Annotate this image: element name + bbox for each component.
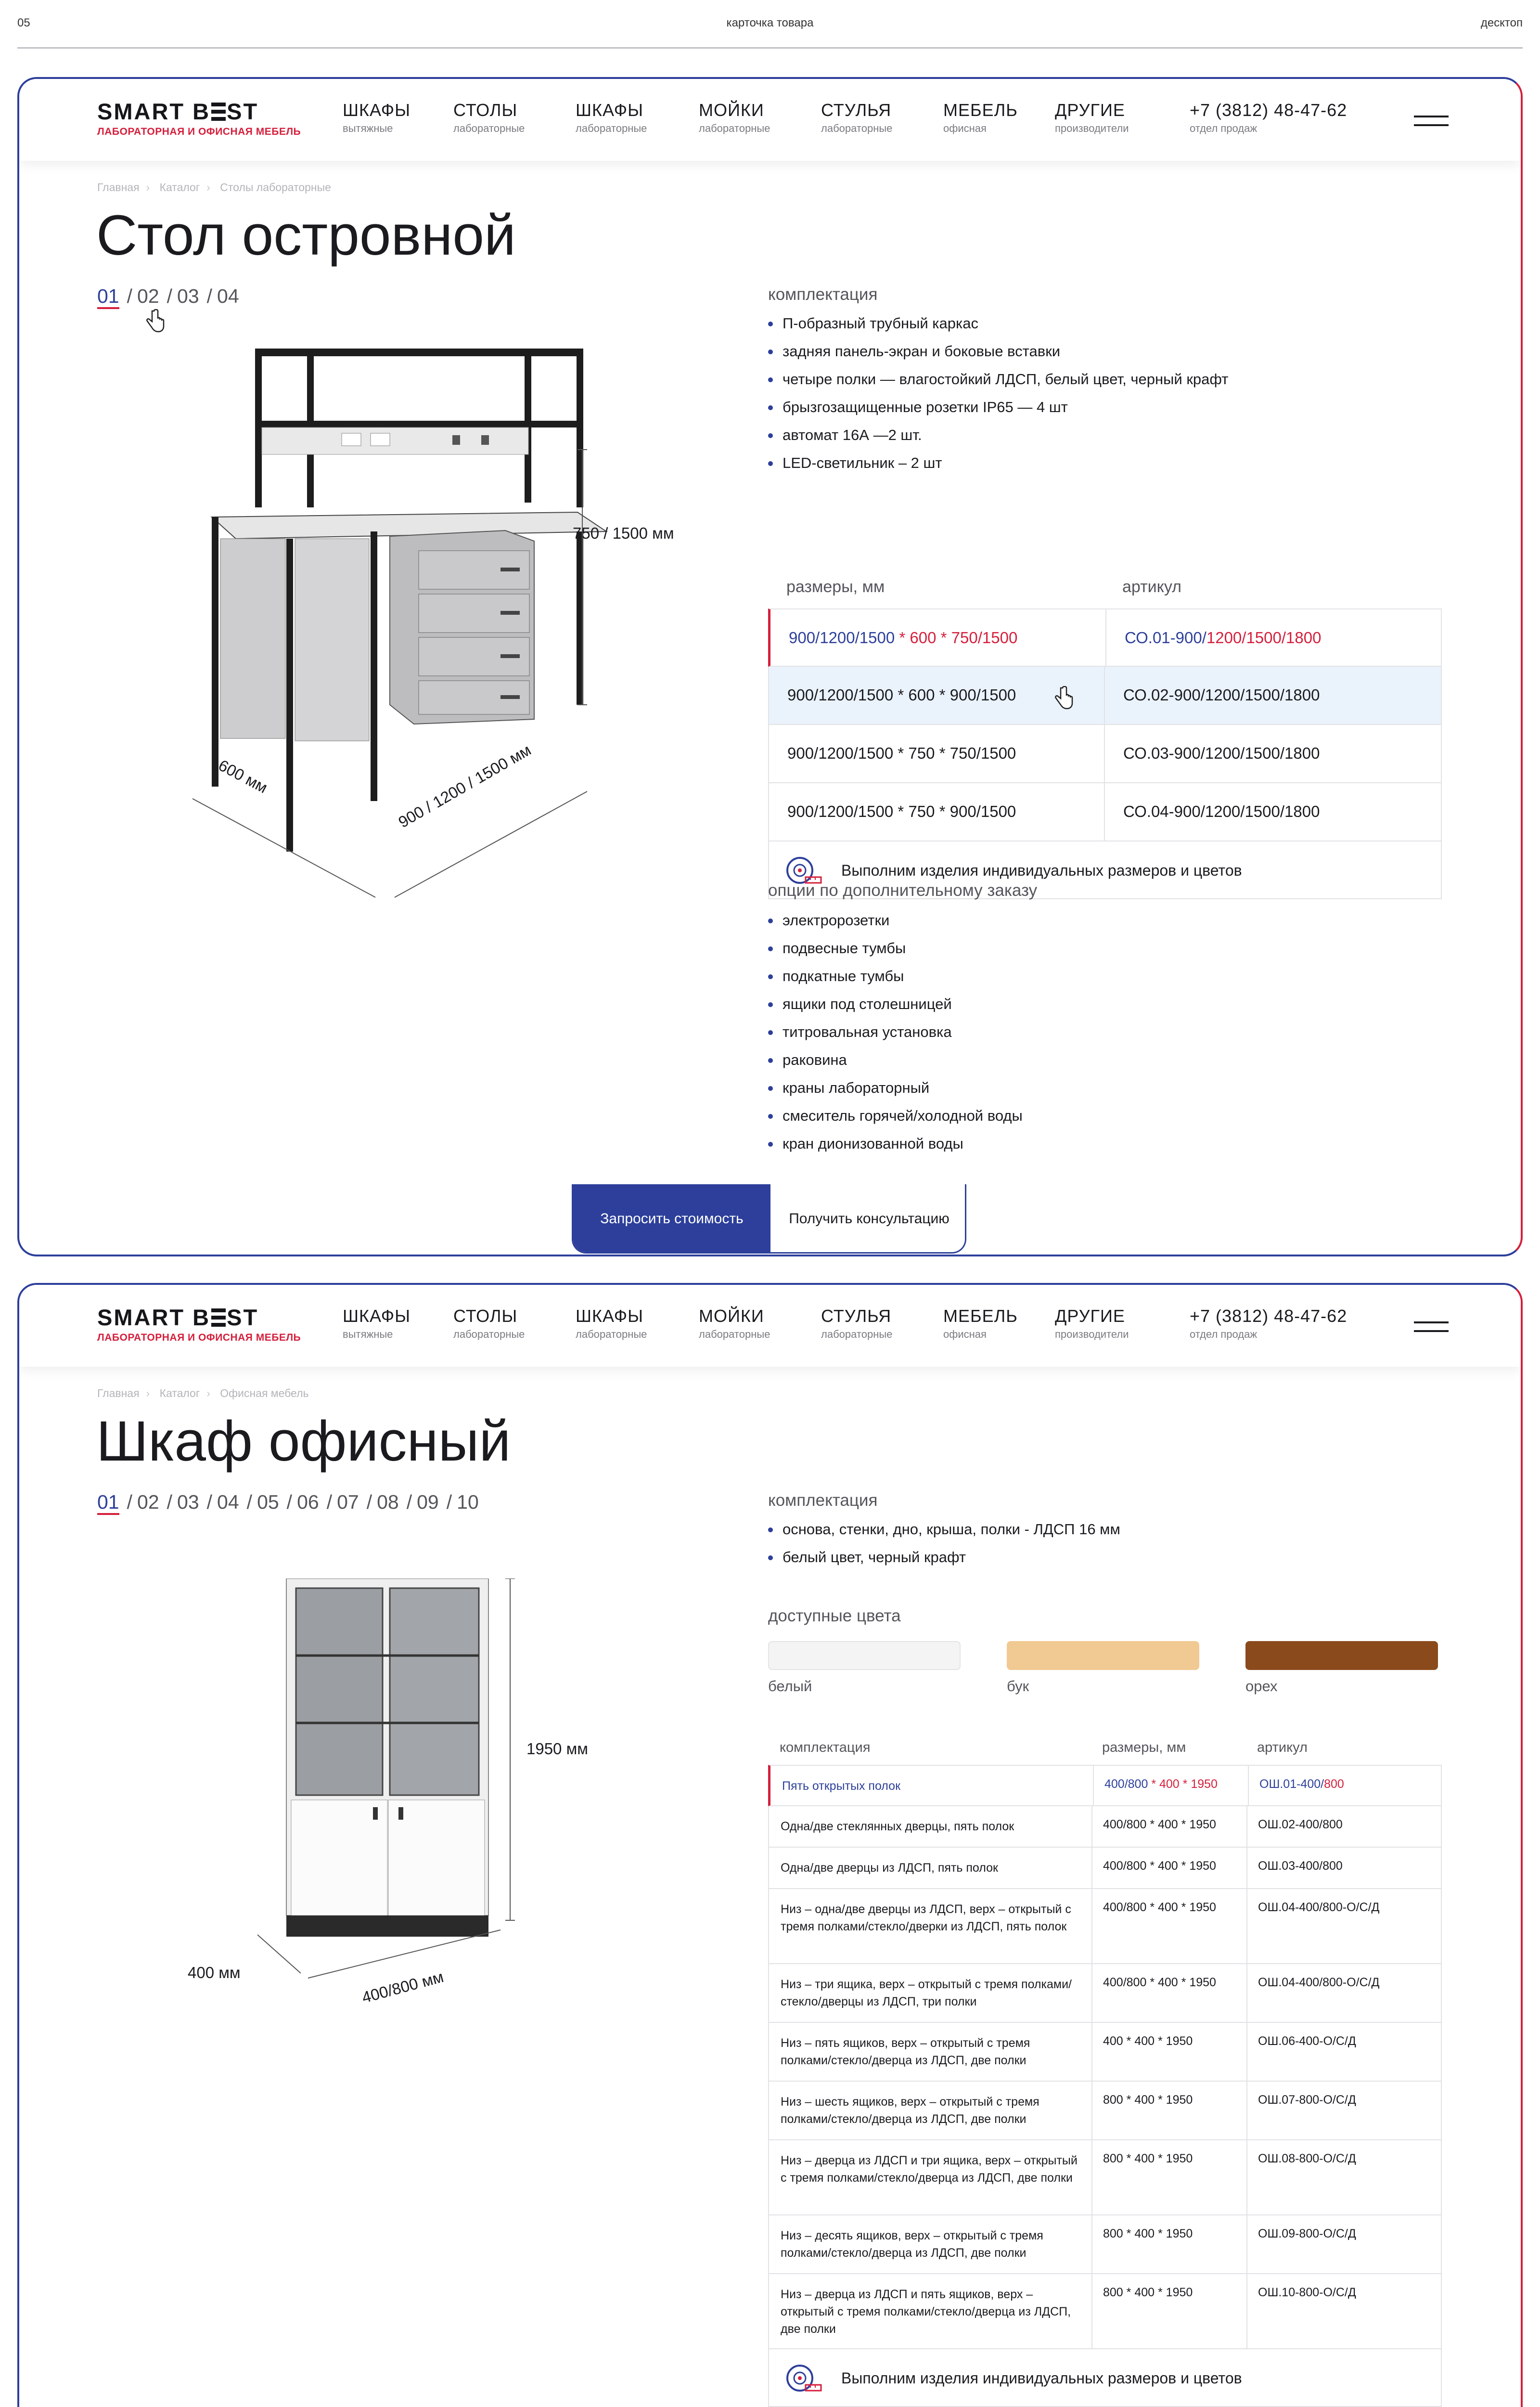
pager-item[interactable]: 07 bbox=[337, 1491, 359, 1513]
pager-item[interactable]: 08 bbox=[377, 1491, 399, 1513]
dim-width-label: 900 / 1200 / 1500 мм bbox=[395, 740, 534, 831]
table-row[interactable]: 900/1200/1500 * 600 * 750/1500 СО.01-900/1200/1500/1800 bbox=[768, 608, 1442, 667]
pager-item[interactable]: 04 bbox=[217, 1491, 239, 1513]
nav-item-office-furniture[interactable]: МЕБЕЛЬ офисная bbox=[943, 1306, 1018, 1340]
logo[interactable] bbox=[97, 1305, 301, 1344]
list-item: краны лабораторный bbox=[768, 1078, 1023, 1106]
site-header bbox=[19, 1285, 1521, 1367]
breadcrumb-current: Столы лабораторные bbox=[220, 181, 331, 194]
pager-item[interactable]: 03 bbox=[177, 285, 199, 307]
image-pager: 01 / 02 / 03 / 04 bbox=[97, 285, 242, 308]
site-header bbox=[19, 79, 1521, 161]
nav-item-lab-sinks[interactable]: МОЙКИ лабораторные bbox=[699, 1306, 770, 1340]
table-row[interactable]: Низ – дверца из ЛДСП и пять ящиков, верх – открытый с тремя полками/стекло/дверца из ЛДСП, две полки 800 * 400 * 1950 ОШ.10-800-О/С/Д bbox=[768, 2274, 1442, 2349]
list-item: брызгозащищенные розетки IP65 — 4 шт bbox=[768, 398, 1228, 426]
pager-item[interactable]: 01 bbox=[97, 1491, 119, 1515]
list-item: кран дионизованной воды bbox=[768, 1134, 1023, 1162]
chevron-right-icon: › bbox=[206, 1387, 210, 1399]
logo-text-b: ST bbox=[227, 99, 259, 124]
cta-bar bbox=[572, 1184, 966, 1254]
request-price-button[interactable]: Запросить стоимость bbox=[573, 1184, 770, 1254]
nav-item-office-furniture[interactable]: МЕБЕЛЬ офисная bbox=[943, 100, 1018, 134]
color-label-beech: бук bbox=[1007, 1678, 1029, 1695]
list-item: П-образный трубный каркас bbox=[768, 314, 1228, 342]
nav-item-lab-tables[interactable]: СТОЛЫ лабораторные bbox=[453, 1306, 525, 1340]
get-consultation-button[interactable]: Получить консультацию bbox=[789, 1211, 950, 1227]
hand-cursor-icon bbox=[145, 309, 165, 334]
nav-item-lab-tables[interactable]: СТОЛЫ лабораторные bbox=[453, 100, 525, 134]
table-row[interactable]: Низ – десять ящиков, верх – открытый с тремя полками/стекло/дверца из ЛДСП, две полки 800 * 400 * 1950 ОШ.09-800-О/С/Д bbox=[768, 2215, 1442, 2274]
list-item: основа, стенки, дно, крыша, полки - ЛДСП 16 мм bbox=[768, 1520, 1120, 1548]
breadcrumb-home[interactable]: Главная bbox=[97, 181, 140, 194]
equipment-label: комплектация bbox=[768, 285, 878, 304]
pager-item[interactable]: 02 bbox=[137, 1491, 159, 1513]
table-row[interactable]: 900/1200/1500 * 750 * 900/1500 СО.04-900/1200/1500/1800 bbox=[768, 783, 1442, 841]
color-swatch-walnut[interactable] bbox=[1245, 1641, 1438, 1670]
nav-item-fume-cabinets[interactable]: ШКАФЫ вытяжные bbox=[343, 100, 411, 134]
dim-height-label: 1950 мм bbox=[526, 1740, 588, 1758]
header-phone[interactable]: +7 (3812) 48-47-62 отдел продаж bbox=[1190, 100, 1348, 134]
product-card-table bbox=[17, 77, 1523, 1256]
logo-text-b: ST bbox=[227, 1305, 259, 1330]
list-item: подкатные тумбы bbox=[768, 967, 1023, 995]
breadcrumb bbox=[97, 1387, 316, 1400]
pager-item[interactable]: 09 bbox=[417, 1491, 439, 1513]
table-row[interactable]: Низ – шесть ящиков, верх – открытый с тремя полками/стекло/дверца из ЛДСП, две полки 800 * 400 * 1950 ОШ.07-800-О/С/Д bbox=[768, 2082, 1442, 2140]
tape-measure-icon bbox=[784, 855, 823, 885]
table-row[interactable]: Одна/две стеклянных дверцы, пять полок 400/800 * 400 * 1950 ОШ.02-400/800 bbox=[768, 1806, 1442, 1848]
dim-depth-label: 400 мм bbox=[188, 1964, 241, 1981]
chevron-right-icon: › bbox=[146, 181, 150, 194]
presentation-bar bbox=[17, 13, 1523, 49]
list-item: смеситель горячей/холодной воды bbox=[768, 1106, 1023, 1134]
table-row[interactable]: Низ – три ящика, верх – открытый с тремя полками/стекло/дверцы из ЛДСП, три полки 400/800 * 400 * 1950 ОШ.04-400/800-О/С/Д bbox=[768, 1964, 1442, 2023]
nav-item-other-brands[interactable]: ДРУГИЕ производители bbox=[1055, 100, 1129, 134]
equipment-list bbox=[768, 1520, 1120, 1576]
breadcrumb-home[interactable]: Главная bbox=[97, 1387, 140, 1399]
page-title: Шкаф офисный bbox=[96, 1410, 511, 1473]
list-item: белый цвет, черный крафт bbox=[768, 1548, 1120, 1576]
custom-order-note: Выполним изделия индивидуальных размеров и цветов bbox=[768, 841, 1442, 899]
pager-item[interactable]: 06 bbox=[297, 1491, 319, 1513]
logo-e-mark bbox=[211, 1308, 226, 1327]
table-row[interactable]: 900/1200/1500 * 750 * 750/1500 СО.03-900/1200/1500/1800 bbox=[768, 725, 1442, 783]
dim-depth-label: 600 мм bbox=[215, 756, 271, 797]
slide-view: десктоп bbox=[1480, 16, 1523, 29]
logo-text-a: SMART B bbox=[97, 1305, 211, 1330]
breadcrumb-current: Офисная мебель bbox=[220, 1387, 309, 1399]
sizes-table bbox=[768, 560, 1442, 899]
breadcrumb-catalog[interactable]: Каталог bbox=[159, 181, 200, 194]
list-item: раковина bbox=[768, 1050, 1023, 1078]
equipment-list bbox=[768, 314, 1228, 481]
nav-item-lab-chairs[interactable]: СТУЛЬЯ лабораторные bbox=[821, 100, 893, 134]
logo[interactable] bbox=[97, 99, 301, 138]
list-item: электророзетки bbox=[768, 911, 1023, 939]
dim-height-label: 750 / 1500 мм bbox=[573, 524, 674, 542]
breadcrumb-catalog[interactable]: Каталог bbox=[159, 1387, 200, 1399]
pager-item[interactable]: 05 bbox=[257, 1491, 279, 1513]
list-item: ящики под столешницей bbox=[768, 995, 1023, 1022]
color-swatch-beech[interactable] bbox=[1007, 1641, 1199, 1670]
table-header bbox=[768, 560, 1442, 608]
column-header-config: комплектация bbox=[780, 1740, 871, 1755]
table-row[interactable]: Одна/две дверцы из ЛДСП, пять полок 400/800 * 400 * 1950 ОШ.03-400/800 bbox=[768, 1848, 1442, 1889]
table-row[interactable]: Низ – пять ящиков, верх – открытый с тремя полками/стекло/дверца из ЛДСП, две полки 400 * 400 * 1950 ОШ.06-400-О/С/Д bbox=[768, 2023, 1442, 2082]
nav-item-lab-cabinets[interactable]: ШКАФЫ лабораторные bbox=[576, 100, 647, 134]
table-row[interactable]: Пять открытых полок 400/800 * 400 * 1950 ОШ.01-400/800 bbox=[768, 1765, 1442, 1806]
logo-text-a: SMART B bbox=[97, 99, 211, 124]
logo-subtitle: ЛАБОРАТОРНАЯ И ОФИСНАЯ МЕБЕЛЬ bbox=[97, 1332, 301, 1343]
table-header bbox=[768, 1731, 1442, 1765]
table-row[interactable]: Низ – дверца из ЛДСП и три ящика, верх – открытый с тремя полками/стекло/дверца из ЛДСП, две полки 800 * 400 * 1950 ОШ.08-800-О/С/Д bbox=[768, 2140, 1442, 2215]
nav-item-fume-cabinets[interactable]: ШКАФЫ вытяжные bbox=[343, 1306, 411, 1340]
menu-burger-icon[interactable] bbox=[1414, 1320, 1449, 1334]
custom-order-note: Выполним изделия индивидуальных размеров и цветов bbox=[768, 2349, 1442, 2407]
list-item: четыре полки — влагостойкий ЛДСП, белый цвет, черный крафт bbox=[768, 370, 1228, 398]
column-header-size: размеры, мм bbox=[786, 578, 885, 596]
logo-subtitle: ЛАБОРАТОРНАЯ И ОФИСНАЯ МЕБЕЛЬ bbox=[97, 126, 301, 137]
pager-item[interactable]: 10 bbox=[457, 1491, 479, 1513]
equipment-label: комплектация bbox=[768, 1491, 878, 1510]
image-pager: 01 / 02 / 03 / 04 / 05 / 06 / 07 / 08 / 09 / 10 bbox=[97, 1491, 482, 1514]
list-item: подвесные тумбы bbox=[768, 939, 1023, 967]
product-image-island-table bbox=[164, 349, 712, 936]
product-image-office-cabinet bbox=[212, 1579, 597, 2012]
column-header-article: артикул bbox=[1257, 1740, 1308, 1755]
column-header-size: размеры, мм bbox=[1102, 1740, 1186, 1755]
nav-item-lab-chairs[interactable]: СТУЛЬЯ лабораторные bbox=[821, 1306, 893, 1340]
pager-item[interactable]: 02 bbox=[137, 285, 159, 307]
color-label-white: белый bbox=[768, 1678, 812, 1695]
color-label-walnut: орех bbox=[1245, 1678, 1278, 1695]
nav-item-lab-sinks[interactable]: МОЙКИ лабораторные bbox=[699, 100, 770, 134]
page-title: Стол островной bbox=[96, 204, 516, 267]
chevron-right-icon: › bbox=[146, 1387, 150, 1399]
pager-item[interactable]: 03 bbox=[177, 1491, 199, 1513]
product-card-cabinet bbox=[17, 1283, 1523, 2407]
options-label: опции по дополнительному заказу bbox=[768, 881, 1038, 900]
list-item: LED-светильник – 2 шт bbox=[768, 453, 1228, 481]
list-item: задняя панель-экран и боковые вставки bbox=[768, 342, 1228, 370]
hand-cursor-icon bbox=[1054, 686, 1073, 711]
tape-measure-icon bbox=[784, 2363, 823, 2393]
table-row[interactable]: Низ – одна/две дверцы из ЛДСП, верх – открытый с тремя полками/стекло/дверки из ЛДСП, пять полок 400/800 * 400 * 1950 ОШ.04-400/800-О/С/Д bbox=[768, 1889, 1442, 1964]
nav-item-other-brands[interactable]: ДРУГИЕ производители bbox=[1055, 1306, 1129, 1340]
color-swatch-white[interactable] bbox=[768, 1641, 961, 1670]
header-phone[interactable]: +7 (3812) 48-47-62 отдел продаж bbox=[1190, 1306, 1348, 1340]
slide-page-name: карточка товара bbox=[726, 16, 814, 29]
breadcrumb bbox=[97, 181, 338, 194]
column-header-article: артикул bbox=[1122, 578, 1181, 596]
dim-width-label: 400/800 мм bbox=[360, 1967, 446, 2006]
list-item: титровальная установка bbox=[768, 1022, 1023, 1050]
pager-item[interactable]: 01 bbox=[97, 285, 119, 309]
slide-number: 05 bbox=[17, 16, 30, 29]
nav-item-lab-cabinets[interactable]: ШКАФЫ лабораторные bbox=[576, 1306, 647, 1340]
options-list bbox=[768, 911, 1023, 1162]
menu-burger-icon[interactable] bbox=[1414, 114, 1449, 128]
colors-label: доступные цвета bbox=[768, 1606, 901, 1625]
configurations-table bbox=[768, 1731, 1442, 2407]
pager-item[interactable]: 04 bbox=[217, 285, 239, 307]
logo-e-mark bbox=[211, 103, 226, 121]
table-row[interactable]: 900/1200/1500 * 600 * 900/1500 СО.02-900/1200/1500/1800 bbox=[768, 667, 1442, 725]
list-item: автомат 16А —2 шт. bbox=[768, 426, 1228, 453]
chevron-right-icon: › bbox=[206, 181, 210, 194]
